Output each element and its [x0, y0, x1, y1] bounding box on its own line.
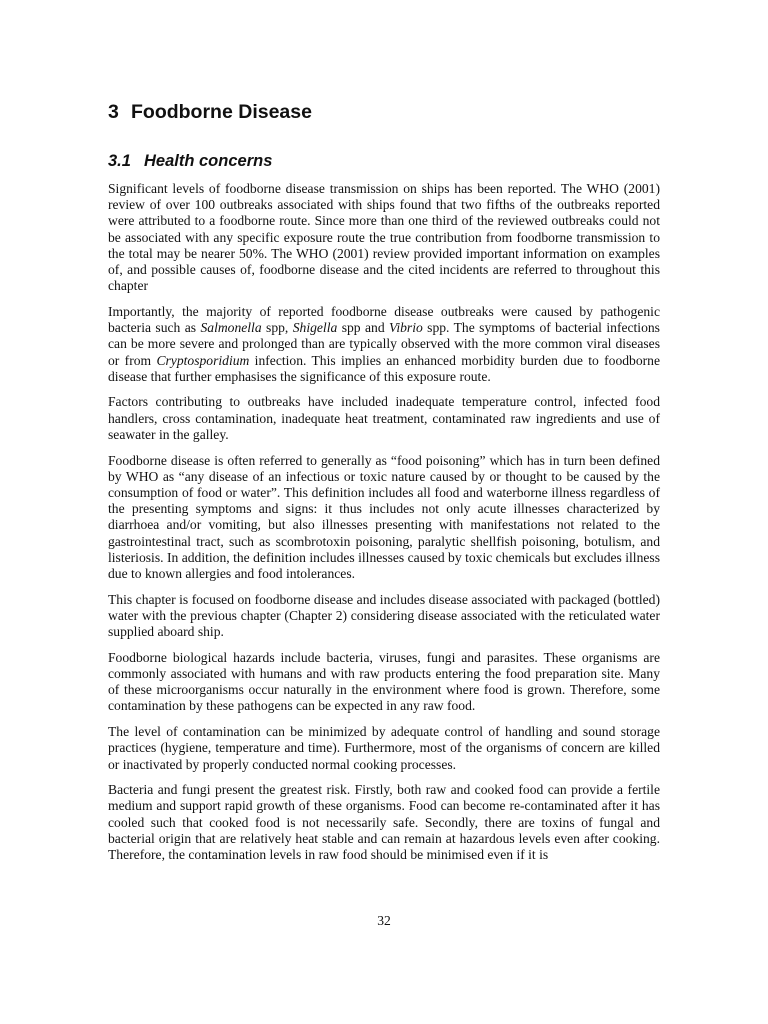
paragraph-7: The level of contamination can be minimized by adequate control of handling and sound storage practices (hygiene, temperature and time). Furthermore, most of the organisms of concern are killed or inactivated by properly conducted normal cooking processes. [108, 724, 660, 772]
shigella-term: Shigella [292, 320, 338, 336]
page-number: 32 [377, 913, 391, 928]
paragraph-6: Foodborne biological hazards include bacteria, viruses, fungi and parasites. These organisms are commonly associated with humans and with raw products entering the food preparation site. Many of these microorganisms occur naturally in the environment where food is grown. Therefore, some contamination by these pathogens can be expected in any raw food. [108, 649, 660, 714]
section-number: 3.1 [108, 152, 131, 170]
paragraph-8: Bacteria and fungi present the greatest risk. Firstly, both raw and cooked food can provide a fertile medium and support rapid growth of these organisms. Food can become re-contaminated after it has cooled such that cooked food is not necessarily safe. Secondly, there are toxins of fungal and bacterial origin that are relatively heat stable and can remain at hazardous levels even after cooking. Therefore, the contamination levels in raw food should be minimised even if it is [108, 782, 660, 863]
chapter-title: Foodborne Disease [131, 101, 312, 123]
section-title: Health concerns [144, 152, 273, 170]
chapter-heading [108, 99, 660, 125]
paragraph-4: Foodborne disease is often referred to generally as “food poisoning” which has in turn been defined by WHO as “any disease of an infectious or toxic nature caused by or thought to be caused by the consumption of food or water”. This definition includes all food and waterborne illness regardless of the presenting symptoms and signs: it thus includes not only acute illnesses characterized by diarrhoea and/or vomiting, but also illnesses presenting with manifestations not related to the gastrointestinal tract, such as scombrotoxin poisoning, paralytic shellfish poisoning, botulism, and listeriosis. In addition, the definition includes illnesses caused by toxic chemicals but excludes illness due to known allergies and food intolerances. [108, 452, 660, 581]
paragraph-5: This chapter is focused on foodborne disease and includes disease associated with packaged (bottled) water with the previous chapter (Chapter 2) considering disease associated with the reticulated water supplied aboard ship. [108, 591, 660, 640]
section-heading [108, 151, 660, 171]
chapter-number: 3 [108, 101, 119, 123]
paragraph-2-text-2: spp, [261, 320, 293, 336]
page-content [108, 99, 660, 873]
paragraph-2-text-3: spp and [337, 320, 390, 336]
paragraph-2-text-1: Importantly, the majority of reported foodborne disease outbreaks were caused by pathogenic bacteria such as [108, 303, 660, 336]
paragraph-3: Factors contributing to outbreaks have included inadequate temperature control, infected food handlers, cross contamination, inadequate heat treatment, contaminated raw ingredients and use of seawater in the galley. [108, 394, 660, 442]
paragraph-2 [108, 304, 660, 385]
vibrio-term: Vibrio [389, 320, 423, 336]
paragraph-2-text-4: spp. The symptoms of bacterial infections can be more severe and prolonged than are typically observed with the more common viral diseases or from [108, 320, 660, 368]
salmonella-term: Salmonella [200, 320, 262, 336]
cryptosporidium-term: Cryptosporidium [156, 352, 250, 368]
paragraph-2-text-5: infection. This implies an enhanced morbidity burden due to foodborne disease that further emphasises the significance of this exposure route. [108, 352, 661, 384]
paragraph-1: Significant levels of foodborne disease transmission on ships has been reported. The WHO (2001) review of over 100 outbreaks associated with ships found that two fifths of the outbreaks reported were attributed to a foodborne route. Since more than one third of the reviewed outbreaks could not be associated with any specific exposure route the true contribution from foodborne transmission to the total may be nearer 50%. The WHO (2001) review provided important information on examples of, and possible causes of, foodborne disease and the cited incidents are referred to throughout this chapter [108, 181, 660, 294]
